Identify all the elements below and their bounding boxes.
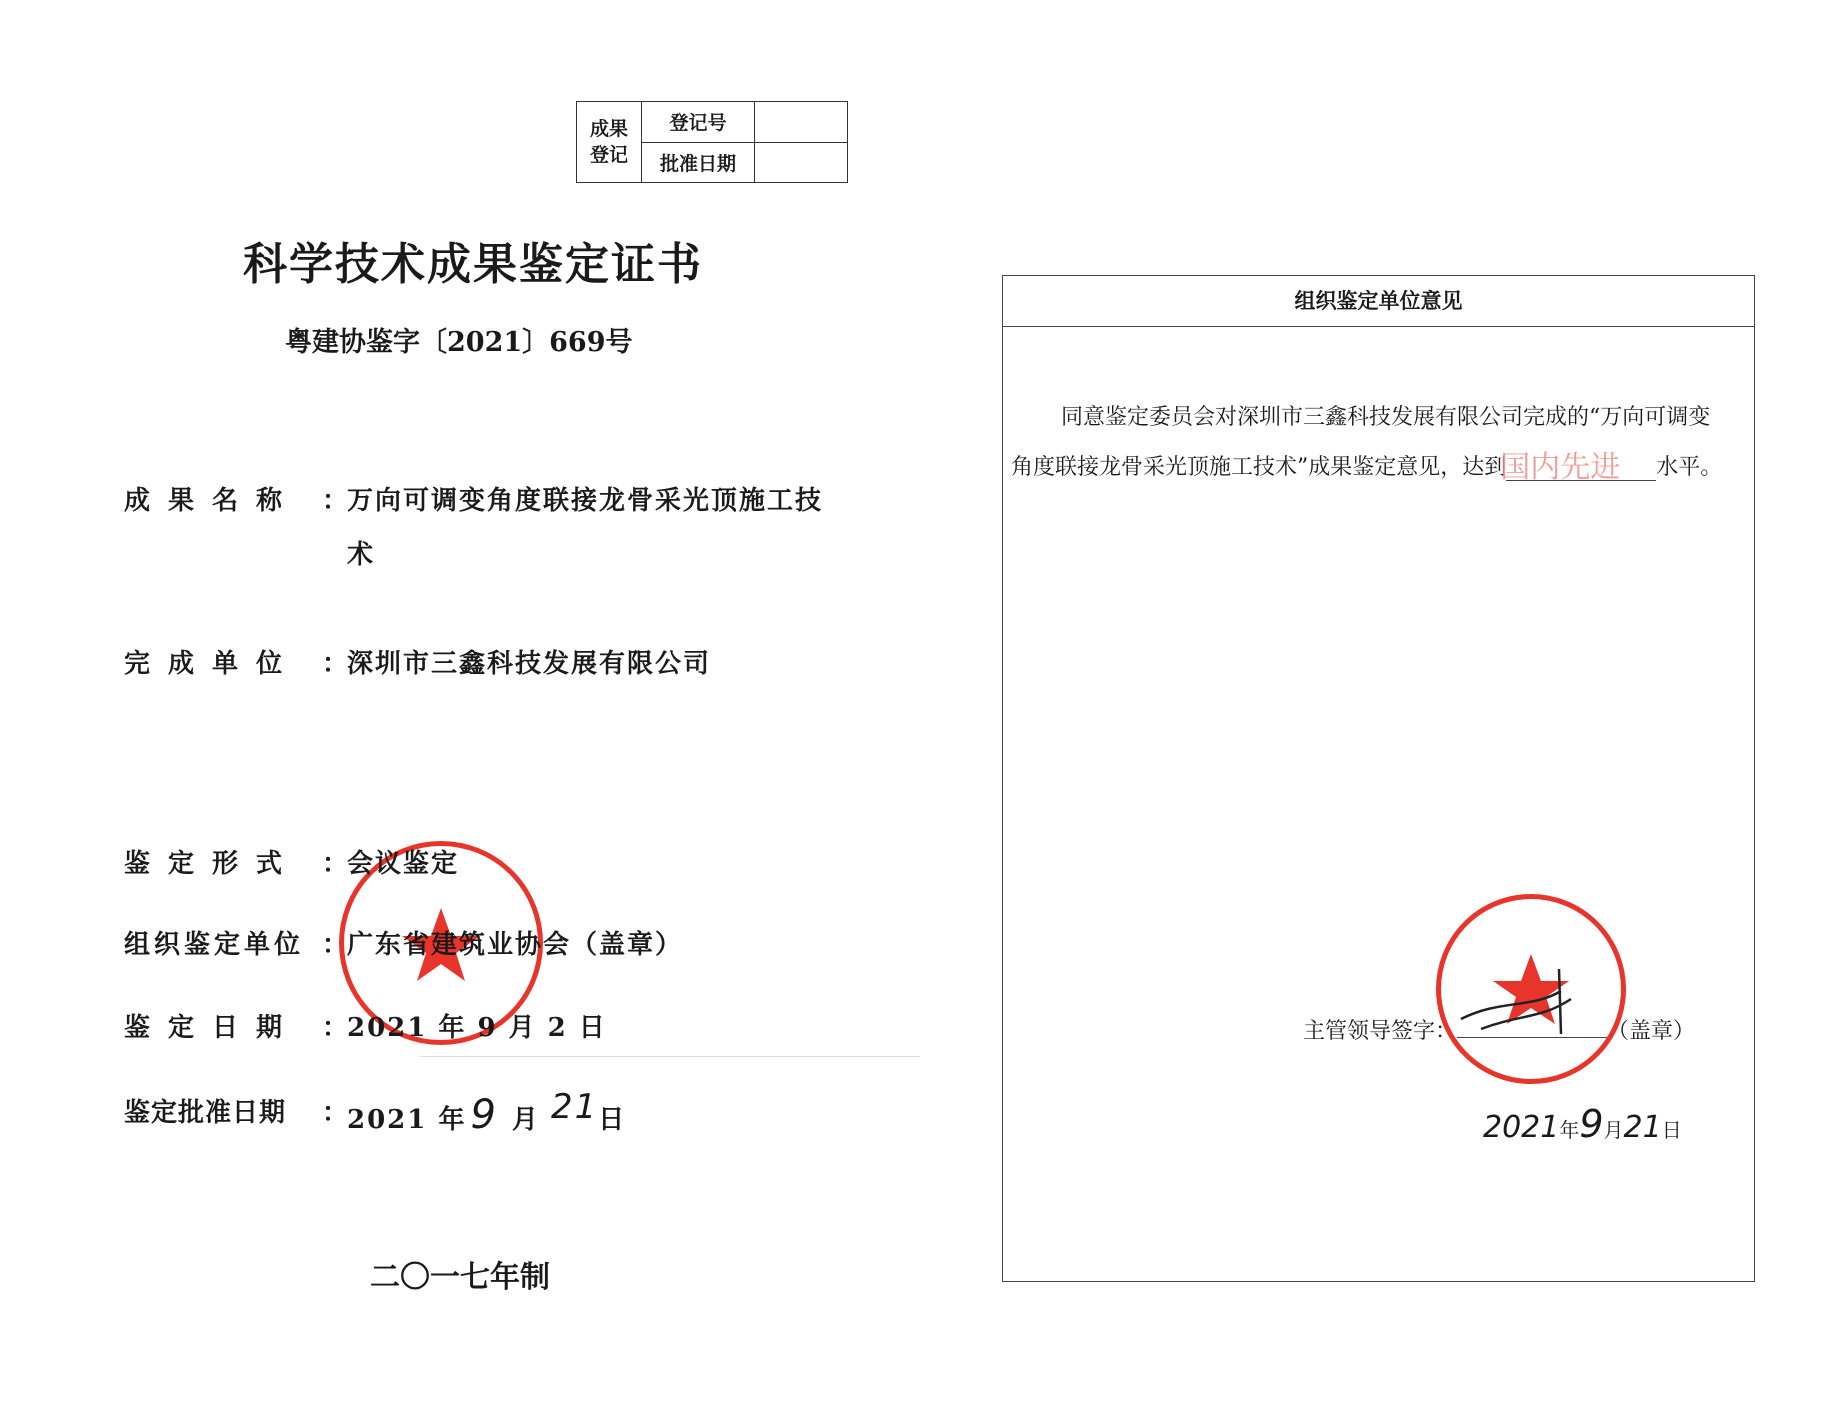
month-unit: 月 — [1603, 1118, 1624, 1142]
divider — [420, 1056, 920, 1057]
reg-no-value — [755, 102, 848, 143]
colon: ： — [322, 849, 349, 879]
approval-day-handwritten: 21 — [550, 1087, 599, 1127]
opinion-line-1: 同意鉴定委员会对深圳市三鑫科技发展有限公司完成的“万向可调变 — [1061, 405, 1711, 430]
day-unit: 日 — [1661, 1118, 1682, 1142]
opinion-year: 2021 — [1483, 1110, 1560, 1145]
colon: ： — [322, 649, 349, 679]
opinion-date-handwritten — [1483, 1102, 1682, 1146]
approval-date-value — [755, 142, 848, 183]
signature-label: 主管领导签字： — [1303, 1019, 1458, 1044]
field-value-achievement-name-2: 术 — [347, 540, 376, 570]
opinion-line-2 — [1011, 450, 1723, 485]
document-number: 粤建协鉴字〔2021〕669号 — [285, 327, 633, 358]
field-value-achievement-name-1: 万向可调变角度联接龙骨采光顶施工技 — [347, 486, 824, 516]
colon: ： — [322, 486, 349, 516]
field-label-completing-unit: 完成单位 — [124, 649, 301, 679]
level-blank — [1500, 450, 1656, 485]
colon: ： — [322, 1098, 349, 1128]
field-value-completing-unit: 深圳市三鑫科技发展有限公司 — [347, 649, 712, 679]
approval-date-label: 批准日期 — [642, 142, 755, 183]
approval-year: 2021 — [347, 1105, 428, 1135]
field-label-appraisal-form: 鉴定形式 — [124, 849, 301, 879]
day-unit: 日 — [598, 1105, 627, 1135]
opinion-line-2-suffix: 水平。 — [1656, 455, 1723, 480]
field-label-achievement-name: 成果名称 — [124, 486, 301, 516]
opinion-line-2-prefix: 角度联接龙骨采光顶施工技术”成果鉴定意见，达到 — [1011, 455, 1507, 480]
month-unit: 月 — [511, 1105, 540, 1135]
field-value-appraisal-date: 2021 年 9 月 2 日 — [347, 1013, 607, 1043]
field-value-organizing-unit: 广东省建筑业协会（盖章） — [347, 930, 684, 960]
document-title: 科学技术成果鉴定证书 — [243, 239, 703, 290]
year-unit: 年 — [438, 1105, 467, 1135]
colon: ： — [322, 1013, 349, 1043]
year-unit: 年 — [1559, 1118, 1580, 1142]
field-label-appraisal-date: 鉴定日期 — [124, 1013, 301, 1043]
signature-row — [1303, 1014, 1695, 1045]
colon: ： — [322, 930, 349, 960]
registration-table — [576, 101, 848, 183]
seal-note: （盖章） — [1607, 1019, 1696, 1044]
reg-no-label: 登记号 — [642, 102, 755, 143]
opinion-box — [1002, 275, 1755, 1282]
signature-line — [1457, 1017, 1607, 1038]
field-label-approval-date: 鉴定批准日期 — [124, 1098, 287, 1128]
footer-edition: 二〇一七年制 — [370, 1260, 550, 1295]
field-value-appraisal-form: 会议鉴定 — [347, 849, 460, 879]
opinion-day: 21 — [1623, 1110, 1662, 1145]
opinion-header: 组织鉴定单位意见 — [1003, 276, 1754, 327]
registration-group-label: 成果登记 — [589, 118, 628, 166]
approval-month-handwritten: 9 — [470, 1092, 498, 1138]
field-label-organizing-unit: 组织鉴定单位 — [124, 930, 305, 960]
registration-group-cell — [577, 102, 642, 183]
opinion-month: 9 — [1579, 1102, 1604, 1146]
level-handwritten: 国内先进 — [1500, 450, 1621, 485]
field-value-approval-date — [347, 1087, 627, 1138]
